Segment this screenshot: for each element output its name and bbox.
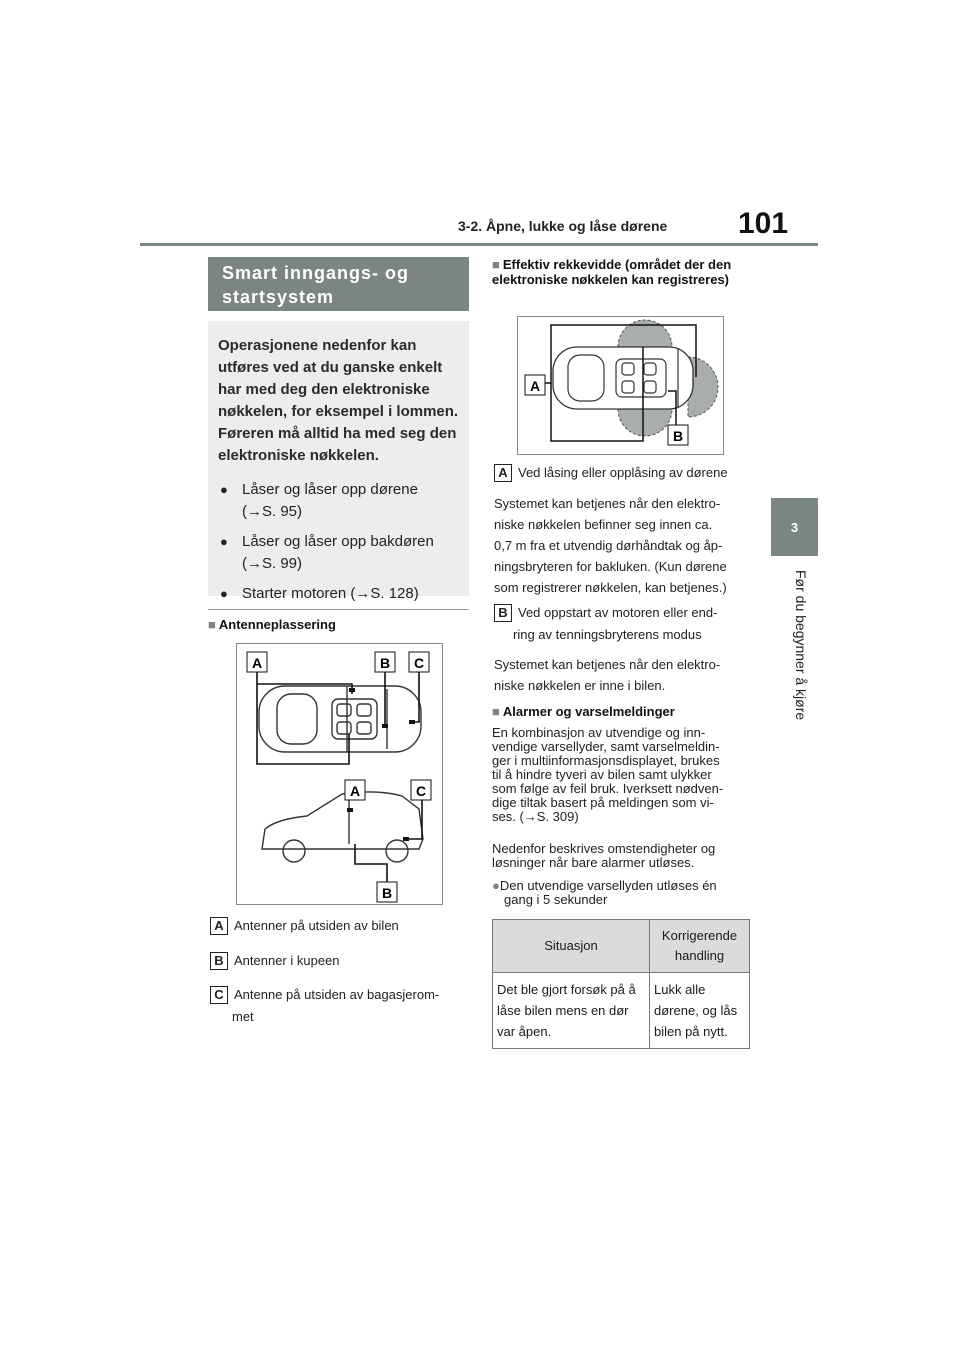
label-c: C (414, 655, 425, 671)
legend-item: C Antenne på utsiden av bagasjerom- met (210, 984, 439, 1028)
legend-item: B Antenner i kupeen (210, 950, 340, 972)
bullet-dot-icon: ● (220, 482, 228, 497)
range-b-caption: B Ved oppstart av motoren eller end- ring av tenningsbryterens modus (494, 602, 717, 646)
divider (208, 609, 469, 610)
running-header-title: 3-2. Åpne, lukke og låse dørene (458, 218, 668, 234)
header-rule (140, 243, 818, 246)
antenna-heading: ■ Antenneplassering (208, 617, 336, 632)
legend-key: A (494, 464, 512, 482)
chapter-side-label: Før du begynner å kjøre (793, 570, 809, 721)
label-a: A (350, 783, 361, 799)
table-header: Korrigerende handling (650, 920, 750, 973)
label-b: B (382, 885, 393, 901)
range-heading: ■ Effektiv rekkevidde (området der den elektroniske nøkkelen kan registreres) (492, 257, 732, 287)
bullet-dot-icon: ● (220, 534, 228, 549)
intro-box (208, 321, 469, 602)
antenna-diagram (237, 644, 442, 904)
intro-text: Operasjonene nedenfor kan utføres ved at du ganske enkelt har med deg den elektroniske nøkkelen, for eksempel i lommen. Føreren må alltid ha med seg den elektroniske nøkkelen. (218, 337, 459, 464)
bullet-text: Låser og låser opp dørene (242, 481, 418, 498)
bullet-text: Låser og låser opp bakdøren (242, 533, 434, 550)
situation-table (492, 919, 750, 1049)
range-b-text: Systemet kan betjenes når den elektro- niske nøkkelen er inne i bilen. (494, 657, 721, 693)
bullet-item (218, 479, 461, 523)
table-header: Situasjon (493, 920, 650, 973)
label-c: C (416, 783, 427, 799)
legend-item: A Antenner på utsiden av bilen (210, 915, 399, 937)
table-row (493, 973, 750, 1049)
range-a-caption: A Ved låsing eller opplåsing av dørene (494, 462, 728, 484)
range-figure (517, 316, 724, 455)
legend-key: B (210, 952, 228, 970)
range-diagram (518, 317, 723, 454)
antenna-figure (236, 643, 443, 905)
table-cell: Lukk alle dørene, og lås bilen på nytt. (650, 973, 750, 1049)
square-bullet-icon: ■ (208, 617, 216, 632)
page-number: 101 (738, 207, 789, 240)
bullet-ref: (→S. 99) (242, 555, 303, 572)
bullet-dot-icon: ● (220, 586, 228, 601)
table-cell: Det ble gjort forsøk på å låse bilen mens en dør var åpen. (493, 973, 650, 1049)
legend-key: B (494, 604, 512, 622)
bullet-dot-icon: ● (492, 878, 500, 893)
section-title: Smart inngangs- og startsystem (208, 257, 469, 311)
square-bullet-icon: ■ (492, 257, 500, 272)
chapter-tab: 3 (771, 498, 818, 556)
alarms-text: En kombinasjon av utvendige og inn- vendige varsellyder, samt varselmeldin- ger i multiinformasjonsdisplayet, brukes til å hindre tyveri av bilen samt ulykker som følge av feil bruk. Iverksett nødven- dige tiltak basert på meldingen som vi- ses. (→S. 309) (492, 725, 724, 824)
square-bullet-icon: ■ (492, 704, 500, 719)
label-b: B (380, 655, 391, 671)
alarms-text-2: Nedenfor beskrives omstendigheter og løsninger når bare alarmer utløses. (492, 841, 716, 870)
alarms-bullet: ●Den utvendige varsellyden utløses én gang i 5 sekunder (492, 878, 717, 907)
label-a: A (252, 655, 263, 671)
bullet-text: Starter motoren (→S. 128) (242, 585, 419, 602)
alarms-heading: ■ Alarmer og varselmeldinger (492, 704, 675, 719)
legend-key: A (210, 917, 228, 935)
label-a: A (530, 378, 541, 394)
range-a-text: Systemet kan betjenes når den elektro- niske nøkkelen befinner seg innen ca. 0,7 m fra et utvendig dørhåndtak og åp- ningsbryteren for bakluken. (Kun dørene som registrerer nøkkelen, kan betjenes.) (494, 496, 727, 595)
label-b: B (673, 428, 684, 444)
legend-key: C (210, 986, 228, 1004)
bullet-item (218, 531, 461, 575)
bullet-ref: (→S. 95) (242, 503, 303, 520)
bullet-item (218, 583, 461, 605)
